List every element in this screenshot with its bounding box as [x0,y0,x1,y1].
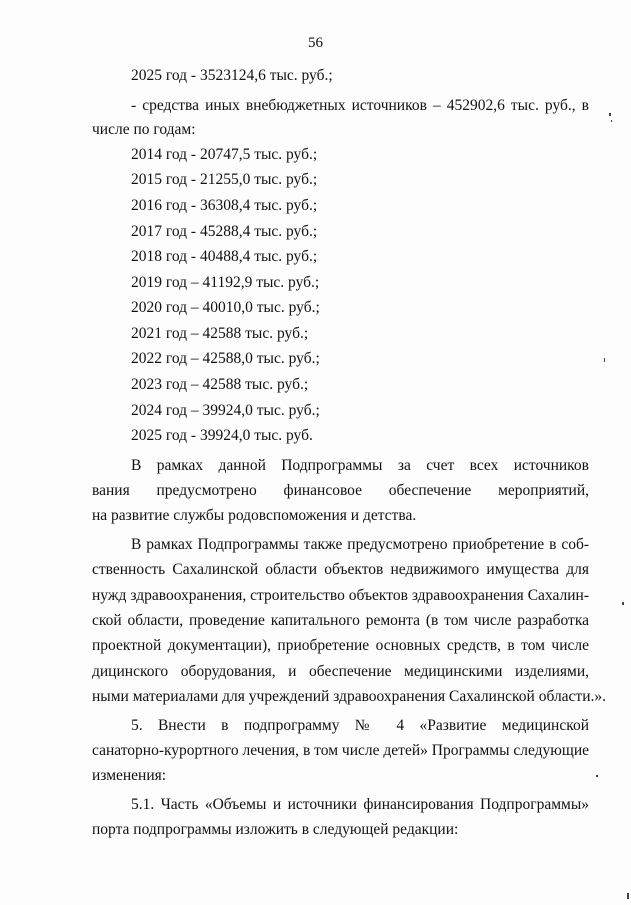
paragraph-line: дицинского оборудования, и обеспечение медицинскими изделиями, [92,663,589,680]
paragraph-line: 5.1. Часть «Объемы и источники финансирования Подпрограммы» [131,796,589,813]
year-amount-line: 2017 год - 45288,4 тыс. руб.; [131,223,318,240]
scan-speck [611,120,612,122]
page-number: 56 [308,35,323,51]
year-amount-line: 2022 год – 42588,0 тыс. руб.; [131,350,320,367]
paragraph-line: изменения: [92,767,167,784]
year-amount-line: 2020 год – 40010,0 тыс. руб.; [131,299,320,316]
paragraph-line: порта подпрограммы изложить в следующей редакции: [92,821,459,838]
scan-speck [622,602,624,605]
year-amount-line: 2024 год – 39924,0 тыс. руб.; [131,402,320,419]
paragraph-line: на развитие службы родовспоможения и детства. [92,507,417,524]
year-amount-line: 2014 год - 20747,5 тыс. руб.; [131,146,318,163]
paragraph-line: В рамках Подпрограммы также предусмотрено приобретение в соб- [131,536,589,553]
scan-speck [596,775,598,777]
paragraph-line: 5. Внести в подпрограмму № 4 «Развитие медицинской [131,717,589,734]
text-line: 2025 год - 3523124,6 тыс. руб.; [131,67,333,84]
year-amount-line: 2019 год – 41192,9 тыс. руб.; [131,274,320,291]
year-amount-line: 2018 год - 40488,4 тыс. руб.; [131,248,318,265]
scan-speck [604,358,605,362]
paragraph-line: ственность Сахалинской области объектов недвижимого имущества для [92,561,589,578]
scan-speck [627,893,629,899]
paragraph-line: вания предусмотрено финансовое обеспечение мероприятий, [92,482,589,499]
year-amount-line: 2016 год - 36308,4 тыс. руб.; [131,197,318,214]
paragraph-line: В рамках данной Подпрограммы за счет всех источников [131,457,589,474]
year-amount-line: 2025 год - 39924,0 тыс. руб. [131,427,313,444]
scan-speck [609,113,611,116]
paragraph-line: ными материалами для учреждений здравоохранения Сахалинской области.». [92,688,607,705]
year-amount-line: 2023 год – 42588 тыс. руб.; [131,376,309,393]
text-line: - средства иных внебюджетных источников – 452902,6 тыс. руб., в [131,97,589,114]
paragraph-line: ской области, проведение капитального ремонта (в том числе разработка [92,612,589,629]
paragraph-line: нужд здравоохранения, строительство объектов здравоохранения Сахалин- [92,587,589,604]
paragraph-line: санаторно-курортного лечения, в том числе детей» Программы следующие [92,742,589,759]
year-amount-line: 2015 год - 21255,0 тыс. руб.; [131,171,318,188]
paragraph-line: проектной документации), приобретение основных средств, в том числе [92,637,589,654]
year-amount-line: 2021 год – 42588 тыс. руб.; [131,325,309,342]
text-line: числе по годам: [92,121,196,138]
